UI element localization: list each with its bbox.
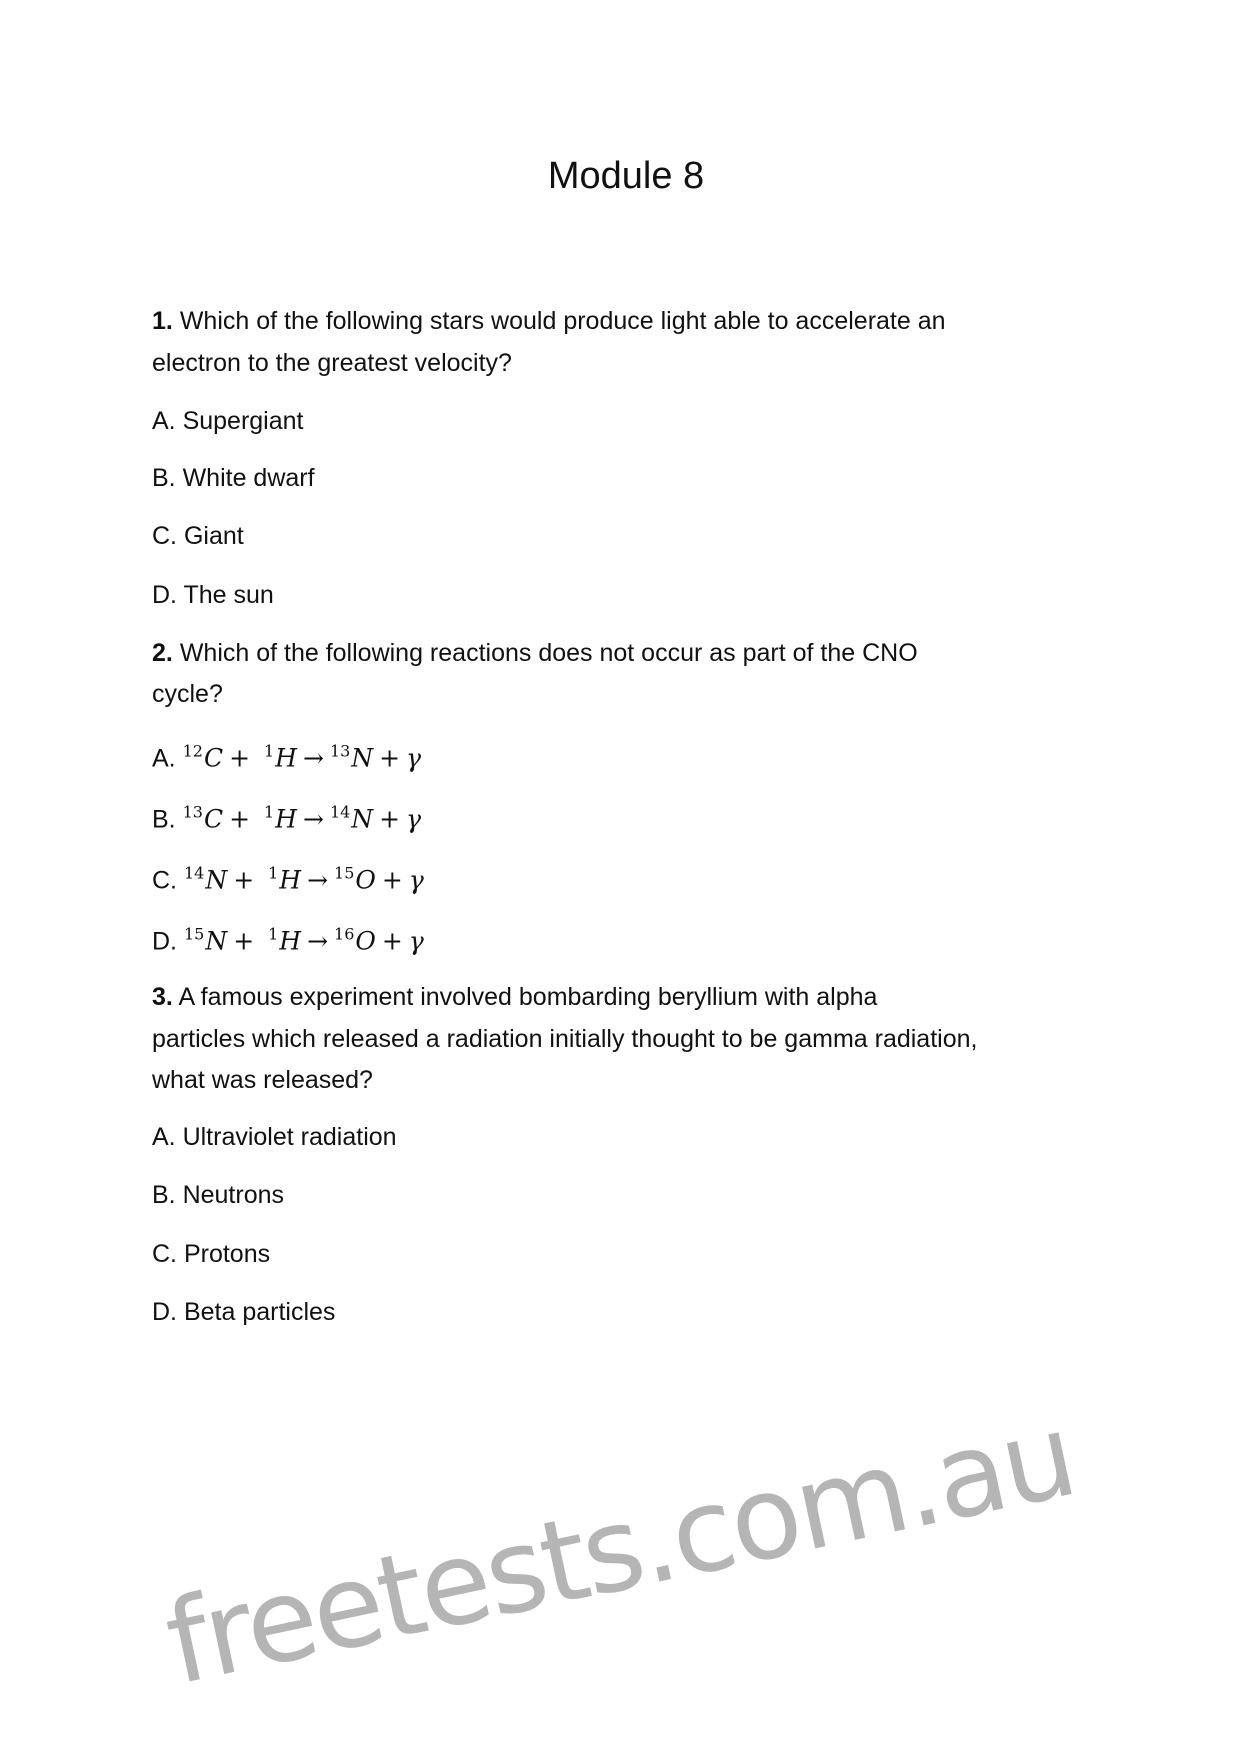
mass-number: 1	[268, 863, 279, 883]
question-3-text	[152, 976, 877, 1018]
product: N	[351, 804, 374, 834]
question-text: Which of the following reactions does not occur as part of the CNO	[179, 639, 918, 667]
reactant: H	[279, 926, 302, 956]
mass-number: 15	[334, 863, 355, 883]
mass-number: 1	[263, 741, 275, 761]
mass-number: 13	[329, 741, 351, 761]
q2-option-b	[152, 792, 421, 841]
question-2-text	[152, 632, 918, 674]
plus-sign: +	[379, 743, 401, 773]
gamma: γ	[406, 804, 422, 834]
q3-option-c: C. Protons	[152, 1240, 271, 1268]
plus-sign: +	[229, 804, 251, 834]
question-number: 2.	[152, 639, 173, 667]
reaction-equation	[182, 802, 422, 834]
question-1-text	[152, 300, 946, 342]
q3-option-a: A. Ultraviolet radiation	[152, 1123, 397, 1151]
reactant: C	[203, 804, 224, 834]
option-label: D.	[152, 927, 177, 956]
plus-sign: +	[229, 743, 251, 773]
q1-option-d: D. The sun	[152, 581, 274, 609]
plus-sign: +	[379, 804, 401, 834]
plus-sign: +	[233, 865, 255, 895]
question-text: Which of the following stars would produce light able to accelerate an	[179, 307, 946, 335]
mass-number: 14	[329, 802, 351, 822]
arrow-icon: →	[302, 804, 324, 834]
mass-number: 15	[183, 924, 205, 944]
arrow-icon: →	[307, 926, 329, 956]
arrow-icon: →	[302, 743, 324, 773]
option-label: B.	[152, 805, 176, 834]
mass-number: 14	[183, 863, 205, 883]
mass-number: 12	[182, 741, 203, 761]
q1-option-a: A. Supergiant	[152, 407, 304, 435]
q2-option-d	[152, 914, 424, 963]
mass-number: 1	[263, 802, 275, 822]
q2-option-c	[152, 853, 424, 902]
product: N	[351, 743, 374, 773]
q3-option-b: B. Neutrons	[152, 1181, 285, 1209]
reaction-equation	[183, 924, 424, 956]
gamma: γ	[408, 926, 424, 956]
mass-number: 16	[334, 924, 355, 944]
watermark: freetests.com.au	[155, 1388, 1085, 1712]
reactant: H	[275, 743, 297, 773]
plus-sign: +	[381, 926, 403, 956]
question-text: A famous experiment involved bombarding beryllium with alpha	[178, 983, 878, 1011]
reactant: H	[275, 804, 297, 834]
gamma: γ	[408, 865, 424, 895]
reactant: N	[205, 865, 228, 895]
question-1-text-cont: electron to the greatest velocity?	[152, 349, 512, 377]
mass-number: 1	[268, 924, 279, 944]
reaction-equation	[183, 863, 424, 895]
question-3-text-cont2: what was released?	[152, 1066, 373, 1094]
option-label: C.	[152, 866, 177, 895]
reactant: H	[279, 865, 302, 895]
page-title: Module 8	[547, 155, 705, 197]
q1-option-c: C. Giant	[152, 522, 244, 550]
arrow-icon: →	[307, 865, 329, 895]
gamma: γ	[406, 743, 422, 773]
q2-option-a	[152, 731, 421, 780]
question-number: 1.	[152, 307, 173, 335]
q1-option-b: B. White dwarf	[152, 464, 315, 492]
option-label: A.	[152, 744, 176, 773]
question-3-text-cont: particles which released a radiation initially thought to be gamma radiation,	[152, 1025, 978, 1053]
q3-option-d: D. Beta particles	[152, 1298, 336, 1326]
reactant: N	[205, 926, 228, 956]
question-number: 3.	[152, 983, 173, 1011]
question-2-text-cont: cycle?	[152, 680, 223, 708]
product: O	[355, 926, 376, 956]
reaction-equation	[182, 741, 422, 773]
mass-number: 13	[182, 802, 203, 822]
plus-sign: +	[381, 865, 403, 895]
plus-sign: +	[233, 926, 255, 956]
reactant: C	[203, 743, 224, 773]
product: O	[355, 865, 376, 895]
